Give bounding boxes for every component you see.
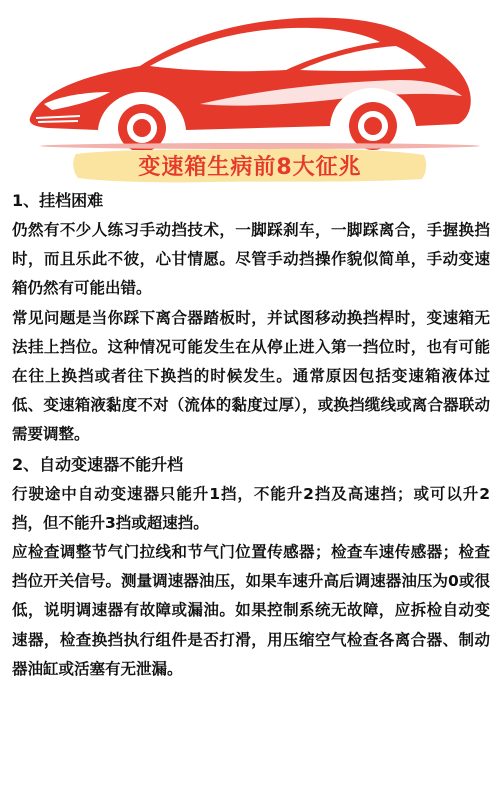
section-heading: 1、挂档困难 [12,191,104,210]
paragraph: 仍然有不少人练习手动挡技术，一脚踩刹车，一脚踩离合，手握换挡时，而且乐此不彼，心甘情愿。尽管手动挡操作貌似简单，手动变速箱仍然有可能出错。 [12,221,490,298]
page-title: 变速箱生病前8大征兆 [138,154,362,180]
paragraph: 行驶途中自动变速器只能升1挡，不能升2挡及高速挡；或可以升2挡，但不能升3挡或超速挡。 [12,484,490,532]
title-banner [70,146,430,184]
red-sports-car-illustration [0,0,500,150]
article-body [12,186,490,684]
paragraph: 应检查调整节气门拉线和节气门位置传感器；检查车速传感器；检查挡位开关信号。测量调速器油压，如果车速升高后调速器油压为0或很低，说明调速器有故障或漏油。如果控制系统无故障，应拆检自动变速器，检查换挡执行组件是否打滑，用压缩空气检查各离合器、制动器油缸或活塞有无泄漏。 [12,543,490,678]
paragraph: 常见问题是当你踩下离合器踏板时，并试图移动换挡桿时，变速箱无法挂上挡位。这种情况可能发生在从停止进入第一挡位时，也有可能在往上换挡或者往下换挡的时候发生。通常原因包括变速箱液体过低、变速箱液黏度不对（流体的黏度过厚），或换挡缆线或离合器联动需要调整。 [12,308,490,444]
section-heading: 2、自动变速器不能升档 [12,454,184,474]
